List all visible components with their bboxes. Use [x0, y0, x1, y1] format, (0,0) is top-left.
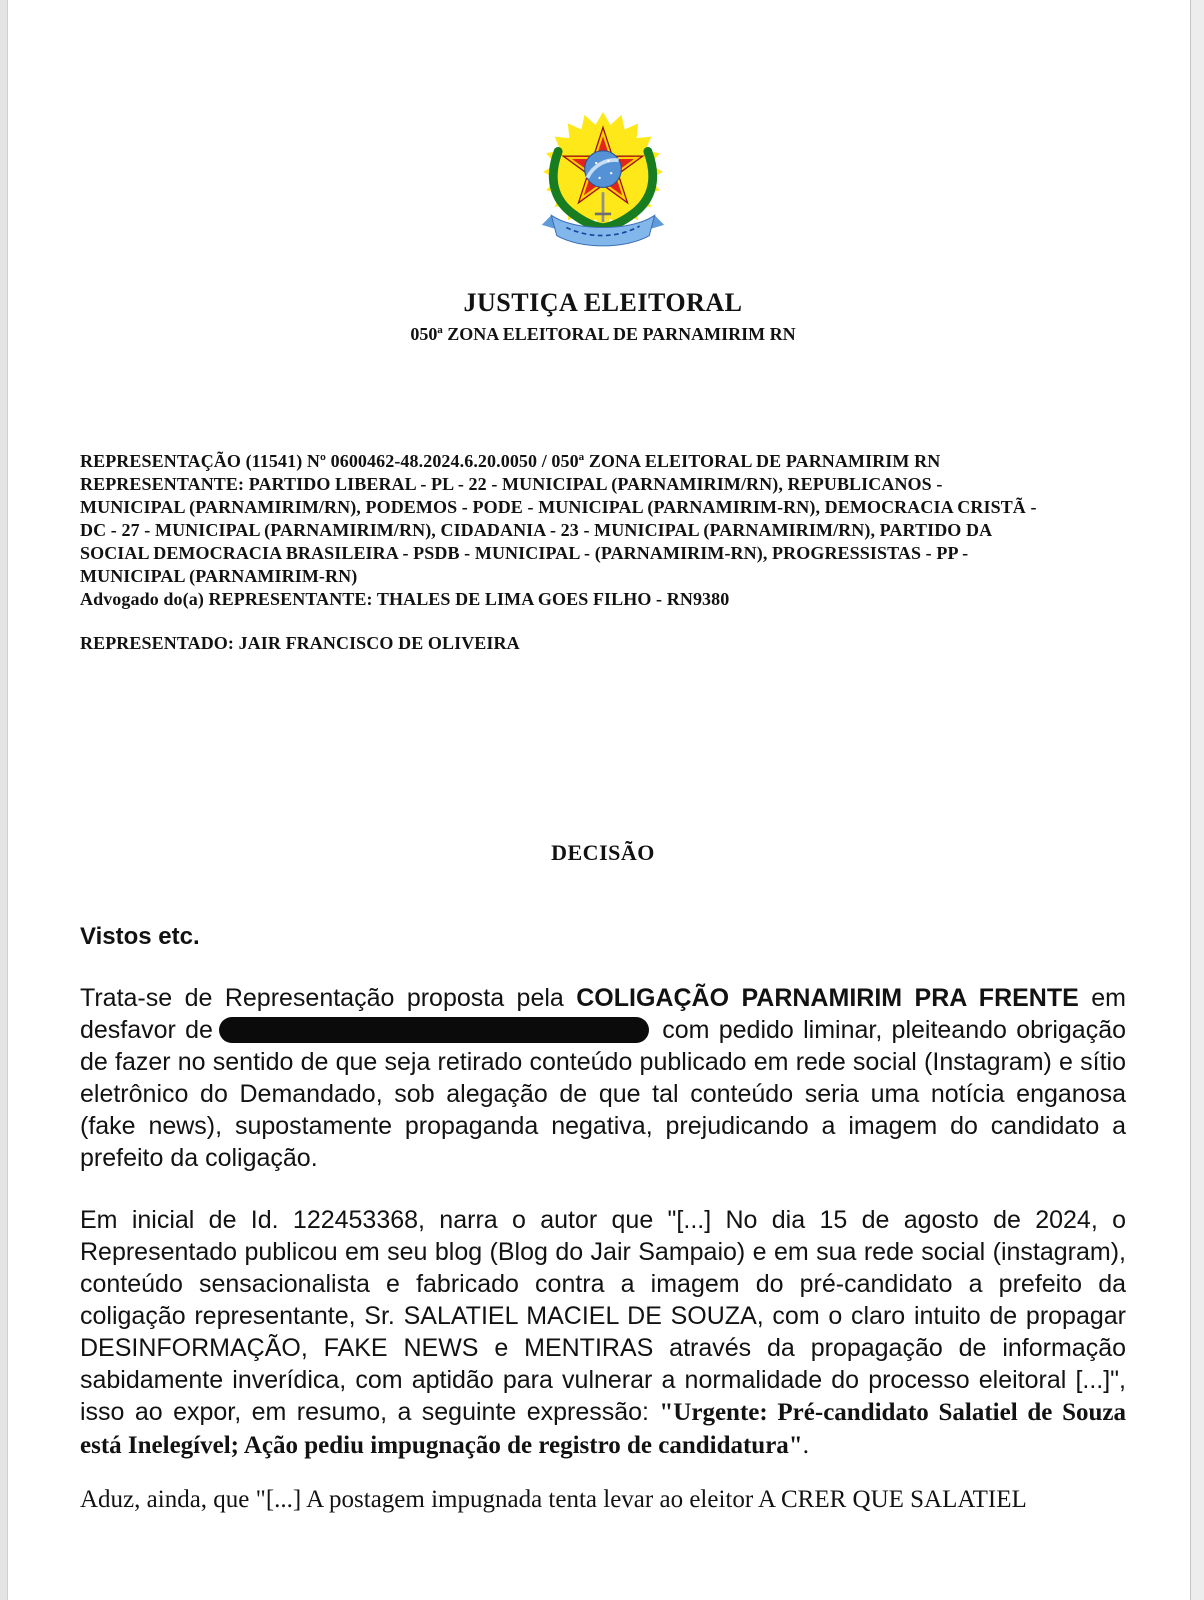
paragraph-text: com pedido liminar, pleiteando obrigação de fazer no sentido de que seja retirado conteúdo publicado em rede social (Instagram) e sítio eletrônico do Demandado, sob alegação de que tal conteúdo seria uma notícia enganosa (fake news), supostamente propaganda negativa, prejudicando a imagem do candidato a prefeito da coligação.: [80, 1016, 1126, 1172]
page-gutter-left: [0, 0, 8, 1600]
paragraph-3: [80, 1484, 1126, 1516]
document-content: [80, 0, 1126, 1516]
emphasis-text: "Urgente: Pré-candidato Salatiel de Souza está Inelegível; Ação pediu impugnação de registro de candidatura": [80, 1399, 1126, 1459]
case-info-line: Advogado do(a) REPRESENTANTE: THALES DE LIMA GOES FILHO - RN9380: [80, 589, 730, 609]
court-subtitle: 050ª ZONA ELEITORAL DE PARNAMIRIM RN: [410, 324, 796, 344]
paragraph-text: Aduz, ainda, que "[...] A postagem impugnada tenta levar ao eleitor A CRER QUE SALATIEL: [80, 1486, 1027, 1513]
paragraph-text: Em inicial de Id. 122453368, narra o autor que "[...] No dia 15 de agosto de 2024, o Representado publicou em seu blog (Blog do Jair Sampaio) e em sua rede social (instagram), conteúdo sensacionalista e fabricado contra a imagem do pré-candidato a prefeito da coligação representante, Sr. SALATIEL MACIEL DE SOUZA, com o claro intuito de propagar DESINFORMAÇÃO, FAKE NEWS e MENTIRAS através da propagação de informação sabidamente inverídica, com aptidão para vulnerar a normalidade do processo eleitoral [...]", isso ao expor, em resumo, a seguinte expressão:: [80, 1206, 1126, 1426]
brazil-coat-of-arms-icon: [535, 112, 671, 252]
case-info-line: DC - 27 - MUNICIPAL (PARNAMIRIM/RN), CIDADANIA - 23 - MUNICIPAL (PARNAMIRIM/RN), PARTIDO DA: [80, 520, 993, 540]
emphasis-text: COLIGAÇÃO PARNAMIRIM PRA FRENTE: [576, 984, 1079, 1012]
paragraph-1: [80, 982, 1126, 1174]
paragraph-text: .: [802, 1432, 809, 1459]
paragraph-text: em desfavor de: [80, 984, 1126, 1044]
case-info-line: SOCIAL DEMOCRACIA BRASILEIRA - PSDB - MUNICIPAL - (PARNAMIRIM-RN), PROGRESSISTAS - PP -: [80, 543, 969, 563]
case-info-line: REPRESENTANTE: PARTIDO LIBERAL - PL - 22 - MUNICIPAL (PARNAMIRIM/RN), REPUBLICANOS -: [80, 474, 943, 494]
court-title: JUSTIÇA ELEITORAL: [463, 288, 743, 317]
salutation-text: Vistos etc.: [80, 923, 200, 950]
decision-heading: DECISÃO: [551, 840, 655, 865]
emblem-globe: [585, 151, 622, 188]
paragraph-text: Trata-se de Representação proposta pela: [80, 984, 577, 1012]
case-info-block: [80, 450, 1126, 611]
case-info-representado: REPRESENTADO: JAIR FRANCISCO DE OLIVEIRA: [80, 633, 520, 653]
document-body: [80, 982, 1126, 1516]
case-info-line: MUNICIPAL (PARNAMIRIM/RN), PODEMOS - PODE - MUNICIPAL (PARNAMIRIM-RN), DEMOCRACIA CRISTÃ -: [80, 497, 1037, 517]
redaction-bar: [219, 1017, 649, 1043]
paragraph-2: [80, 1204, 1126, 1462]
case-info-line: MUNICIPAL (PARNAMIRIM-RN): [80, 566, 358, 586]
case-info-line: REPRESENTAÇÃO (11541) Nº 0600462-48.2024.6.20.0050 / 050ª ZONA ELEITORAL DE PARNAMIRIM RN: [80, 451, 941, 471]
page-gutter-right: [1190, 0, 1204, 1600]
